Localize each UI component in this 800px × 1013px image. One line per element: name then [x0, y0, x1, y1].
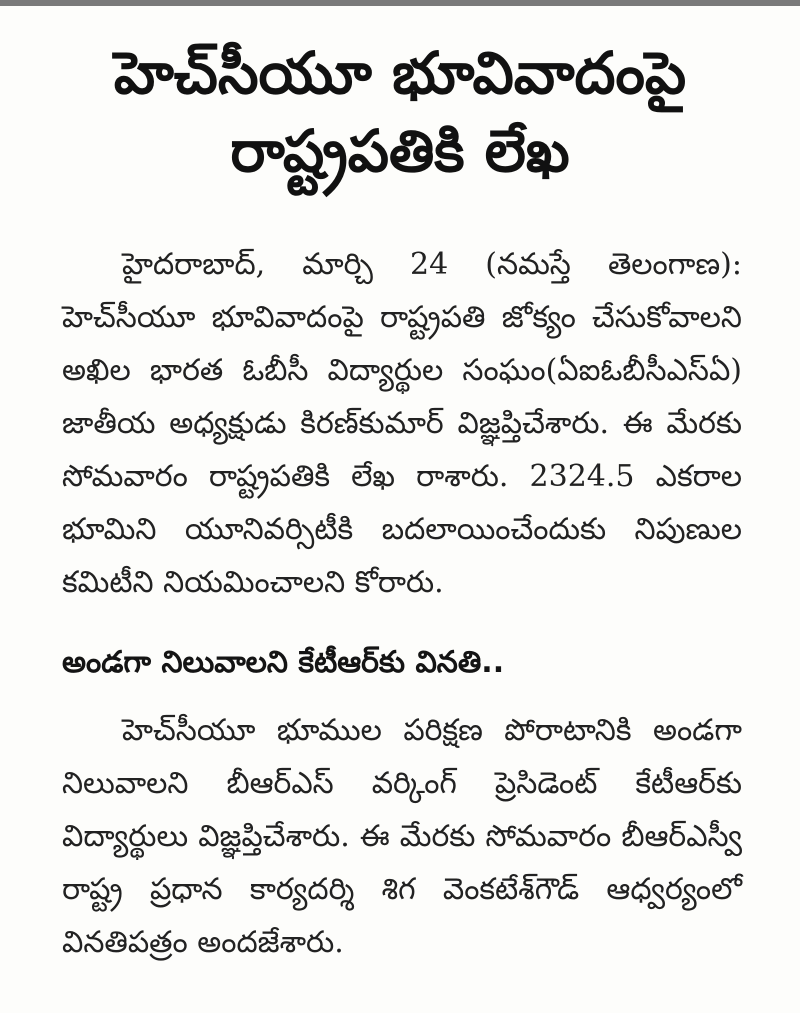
article-paragraph-1-container [62, 238, 742, 609]
article-paragraph-2-container [62, 704, 742, 969]
article-paragraph-1: హైదరాబాద్, మార్చి 24 (నమస్తే తెలంగాణ): హెచ్‌సీయూ భూవివాదంపై రాష్ట్రపతి జోక్యం చేసుకోవాలని అఖిల భారత ఓబీసీ విద్యార్థుల సంఘం(ఏఐఓబీసీఎస్‌ఏ) జాతీయ అధ్యక్షుడు కిరణ్‌కుమార్ విజ్ఞప్తిచేశారు. ఈ మేరకు సోమవారం రాష్ట్రపతికి లేఖ రాశారు. 2324.5 ఎకరాల భూమిని యూనివర్సిటీకి బదలాయించేందుకు నిపుణుల కమిటీని నియమించాలని కోరారు. [62, 247, 742, 600]
headline-line-1: హెచ్‌సీయూ భూవివాదంపై [113, 39, 687, 107]
article-paragraph-2: హెచ్‌సీయూ భూముల పరిక్షణ పోరాటానికి అండగా నిలువాలని బీఆర్‌ఎస్ వర్కింగ్ ప్రెసిడెంట్ కేటీఆర్‌కు విద్యార్థులు విజ్ఞప్తిచేశారు. ఈ మేరకు సోమవారం బీఆర్‌ఎస్వీ రాష్ట్ర ప్రధాన కార్యదర్శి శిగ వెంకటేశ్‌గౌడ్ ఆధ్వర్యంలో వినతిపత్రం అందజేశారు. [62, 713, 742, 960]
headline-line-2: రాష్ట్రపతికి లేఖ [230, 117, 570, 185]
headline [0, 6, 800, 190]
subheading: అండగా నిలువాలని కేటీఆర్‌కు వినతి.. [62, 645, 505, 680]
